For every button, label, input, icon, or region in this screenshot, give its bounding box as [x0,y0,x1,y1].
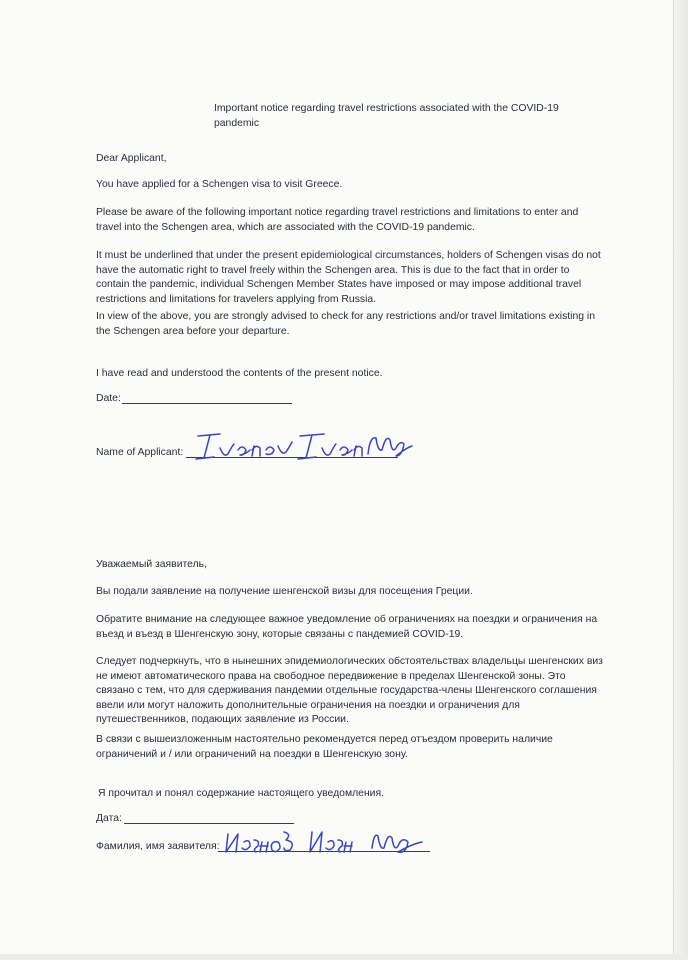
scan-edge-right [673,0,688,960]
title-line-1: Important notice regarding travel restrictions associated with the COVID-19 [214,103,559,114]
en-date-label: Date: [96,393,121,404]
ru-paragraph-2-line: Обратите внимание на следующее важное уведомление об ограничениях на поездки и ограничения на [96,614,598,625]
ru-name-label: Фамилия, имя заявителя: [96,841,220,852]
ru-paragraph-3-line: связано с тем, что для сдерживания пандемии отдельные государства-члены Шенгенского соглашения [96,685,597,697]
en-paragraph-3 [96,249,601,307]
en-paragraph-1: You have applied for a Schengen visa to visit Greece. [96,179,343,190]
document-title [214,101,559,131]
en-paragraph-2-line: Please be aware of the following important notice regarding travel restrictions and limitations to enter and [96,207,579,218]
en-paragraph-4-line: the Schengen area before your departure. [96,325,290,337]
ru-paragraph-4-line: ограничений и / или ограничений на поездки в Шенгенскую зону. [96,748,408,760]
ru-paragraph-1: Вы подали заявление на получение шенгенской визы для посещения Греции. [96,586,473,597]
ru-date-line [124,823,294,824]
en-paragraph-2-line: travel into the Schengen area, which are associated with the COVID-19 pandemic. [96,221,475,233]
en-salutation: Dear Applicant, [96,153,167,164]
en-date-line [122,403,292,404]
title-line-2: pandemic [214,118,260,129]
ru-paragraph-3-line: ввели или могут наложить дополнительные ограничения на поездки и ограничения для [96,699,520,711]
en-acknowledgement: I have read and understood the contents of the present notice. [96,368,383,379]
ru-paragraph-4-line: В связи с вышеизложенным настоятельно рекомендуется перед отъездом проверить наличие [96,734,553,745]
ru-paragraph-4 [96,733,553,762]
ru-paragraph-3-line: Следует подчеркнуть, что в нынешних эпидемиологических обстоятельствах владельцы шенгенских виз [96,656,603,667]
en-paragraph-3-line: restrictions and limitations for travelers applying from Russia. [96,293,377,305]
en-paragraph-4-line: In view of the above, you are strongly advised to check for any restrictions and/or travel limitations existing in [96,311,595,322]
en-handwritten-name [190,428,420,469]
ru-paragraph-2-line: въезд и въезд в Шенгенскую зону, которые связаны с пандемией COVID-19. [96,628,464,640]
en-paragraph-3-line: contain the pandemic, individual Schengen Member States have imposed or may impose additional travel [96,279,582,291]
ru-date-label: Дата: [96,813,122,824]
en-paragraph-2 [96,206,578,235]
ru-handwritten-name [222,826,442,865]
ru-paragraph-2 [96,613,597,642]
en-paragraph-3-line: have the automatic right to travel freely within the Schengen area. This is due to the fact that in order to [96,264,570,276]
en-name-label: Name of Applicant: [96,447,184,458]
ru-acknowledgement: Я прочитал и понял содержание настоящего уведомления. [98,788,384,799]
ru-paragraph-3-line: не имеют автоматического права на свободное передвижение в пределах Шенгенской зоны. Это [96,670,566,682]
ru-paragraph-3-line: путешественников, подающих заявление из России. [96,714,349,726]
en-paragraph-3-line: It must be underlined that under the present epidemiological circumstances, holders of Schengen visas do not [96,250,601,261]
scan-edge-bottom [0,954,688,960]
ru-paragraph-3 [96,655,603,728]
en-paragraph-4 [96,310,595,339]
ru-salutation: Уважаемый заявитель, [96,559,207,570]
